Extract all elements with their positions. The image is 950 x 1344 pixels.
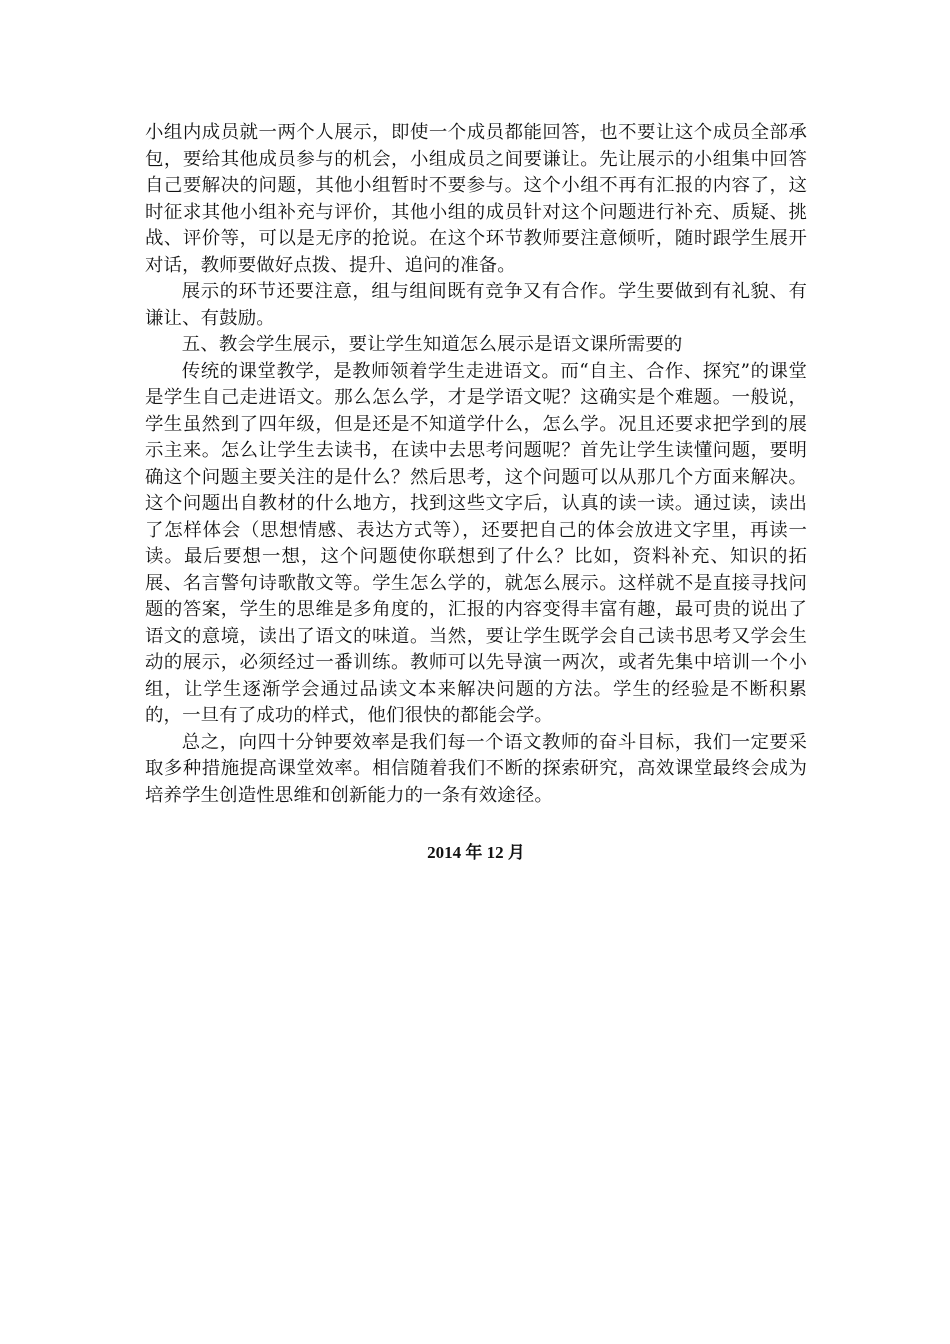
- document-date: 2014 年 12 月: [427, 843, 525, 862]
- document-page: [145, 120, 807, 866]
- section-heading-five: 五、教会学生展示，要让学生知道怎么展示是语文课所需要的: [181, 334, 683, 355]
- paragraph-competition-cooperation: 展示的环节还要注意，组与组间既有竞争又有合作。学生要做到有礼貌、有谦让、有鼓励。: [145, 281, 807, 329]
- paragraph-traditional-teaching: 传统的课堂教学，是教师领着学生走进语文。而“自主、合作、探究”的课堂是学生自己走进语文。那么怎么学，才是学语文呢？这确实是个难题。一般说，学生虽然到了四年级，但是还是不知道学什么，怎么学。况且还要求把学到的展示主来。怎么让学生去读书，在读中去思考问题呢？首先让学生读懂问题，要明确这个问题主要关注的是什么？然后思考，这个问题可以从那几个方面来解决。这个问题出自教材的什么地方，找到这些文字后，认真的读一读。通过读，读出了怎样体会（思想情感、表达方式等），还要把自己的体会放进文字里，再读一读。最后要想一想，这个问题使你联想到了什么？比如，资料补充、知识的拓展、名言警句诗歌散文等。学生怎么学的，就怎么展示。这样就不是直接寻找问题的答案，学生的思维是多角度的，汇报的内容变得丰富有趣，最可贵的说出了语文的意境，读出了语文的味道。当然，要让学生既学会自己读书思考又学会生动的展示，必须经过一番训练。教师可以先导演一两次，或者先集中培训一个小组，让学生逐渐学会通过品读文本来解决问题的方法。学生的经验是不断积累的，一旦有了成功的样式，他们很快的都能会学。: [145, 360, 807, 726]
- paragraph-conclusion: 总之，向四十分钟要效率是我们每一个语文教师的奋斗目标，我们一定要采取多种措施提高课堂效率。相信随着我们不断的探索研究，高效课堂最终会成为培养学生创造性思维和创新能力的一条有效途径。: [145, 731, 807, 806]
- paragraph-group-sharing: 小组内成员就一两个人展示，即使一个成员都能回答，也不要让这个成员全部承包，要给其他成员参与的机会，小组成员之间要谦让。先让展示的小组集中回答自己要解决的问题，其他小组暂时不要参与。这个小组不再有汇报的内容了，这时征求其他小组补充与评价，其他小组的成员针对这个问题进行补充、质疑、挑战、评价等，可以是无序的抢说。在这个环节教师要注意倾听，随时跟学生展开对话，教师要做好点拨、提升、追问的准备。: [145, 122, 807, 276]
